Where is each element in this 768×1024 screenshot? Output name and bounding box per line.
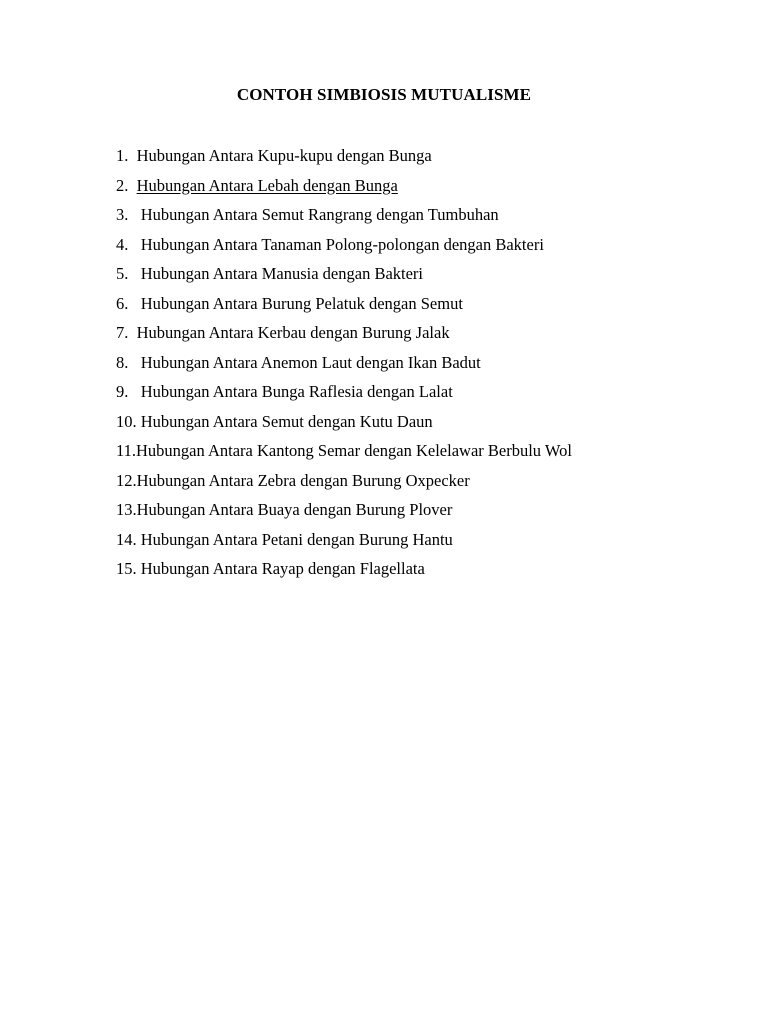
list-item bbox=[116, 145, 572, 175]
list-item bbox=[116, 529, 572, 559]
list-item-text: Hubungan Antara Burung Pelatuk dengan Semut bbox=[140, 293, 463, 313]
list-item-number: 3. bbox=[116, 205, 129, 224]
list-item-spacer bbox=[128, 294, 140, 313]
list-item-text: Hubungan Antara Semut Rangrang dengan Tumbuhan bbox=[140, 205, 499, 224]
list-item-text: Hubungan Antara Bunga Raflesia dengan Lalat bbox=[140, 382, 453, 401]
list-item-number: 4. bbox=[116, 234, 129, 254]
list-item-text: Hubungan Antara Semut dengan Kutu Daun bbox=[140, 411, 433, 431]
list-item-number: 6. bbox=[116, 293, 129, 313]
list-item-text: Hubungan Antara Lebah dengan Bunga bbox=[136, 175, 398, 195]
list-item-spacer bbox=[128, 353, 140, 372]
list-item-text: Hubungan Antara Buaya dengan Burung Plover bbox=[136, 500, 453, 519]
list-item bbox=[116, 204, 572, 234]
list-item-spacer bbox=[128, 264, 140, 283]
list-item-text: Hubungan Antara Rayap dengan Flagellata bbox=[140, 559, 425, 578]
list-item-number: 1. bbox=[116, 146, 129, 165]
list-item bbox=[116, 440, 572, 470]
list-item-number: 9. bbox=[116, 382, 129, 401]
list-item-number: 8. bbox=[116, 352, 129, 372]
list-item-text: Hubungan Antara Manusia dengan Bakteri bbox=[140, 264, 424, 283]
list-item bbox=[116, 411, 572, 441]
page-title: CONTOH SIMBIOSIS MUTUALISME bbox=[236, 85, 532, 104]
list-item bbox=[116, 381, 572, 411]
list-item-number: 11. bbox=[116, 441, 137, 460]
list-item-spacer bbox=[128, 146, 136, 165]
list-item-number: 7. bbox=[116, 323, 129, 342]
list-item-number: 14. bbox=[116, 529, 137, 549]
list-item-text: Hubungan Antara Zebra dengan Burung Oxpecker bbox=[136, 470, 470, 490]
list-item-text: Hubungan Antara Anemon Laut dengan Ikan Badut bbox=[140, 352, 481, 372]
list-item bbox=[116, 175, 572, 205]
list-item-number: 13. bbox=[116, 500, 137, 519]
list-item bbox=[116, 558, 572, 588]
list-item-number: 5. bbox=[116, 264, 129, 283]
list-item-spacer bbox=[128, 205, 140, 224]
list-item bbox=[116, 352, 572, 382]
list-item-spacer bbox=[128, 176, 136, 195]
list-item bbox=[116, 293, 572, 323]
list-item bbox=[116, 499, 572, 529]
list-item-spacer bbox=[128, 382, 140, 401]
list-item-spacer bbox=[128, 323, 136, 342]
list-item bbox=[116, 470, 572, 500]
list-item-number: 10. bbox=[116, 411, 137, 431]
list-item bbox=[116, 263, 572, 293]
list-item-text: Hubungan Antara Kantong Semar dengan Kelelawar Berbulu Wol bbox=[136, 441, 572, 460]
example-list bbox=[116, 145, 572, 588]
list-item-text: Hubungan Antara Tanaman Polong-polongan dengan Bakteri bbox=[140, 234, 544, 254]
list-item bbox=[116, 322, 572, 352]
list-item-spacer bbox=[128, 235, 140, 254]
list-item-number: 15. bbox=[116, 559, 137, 578]
list-item-text: Hubungan Antara Kupu-kupu dengan Bunga bbox=[136, 146, 432, 165]
list-item-number: 12. bbox=[116, 470, 137, 490]
list-item-number: 2. bbox=[116, 175, 129, 195]
list-item-text: Hubungan Antara Kerbau dengan Burung Jalak bbox=[136, 323, 450, 342]
list-item-text: Hubungan Antara Petani dengan Burung Hantu bbox=[140, 529, 453, 549]
list-item bbox=[116, 234, 572, 264]
